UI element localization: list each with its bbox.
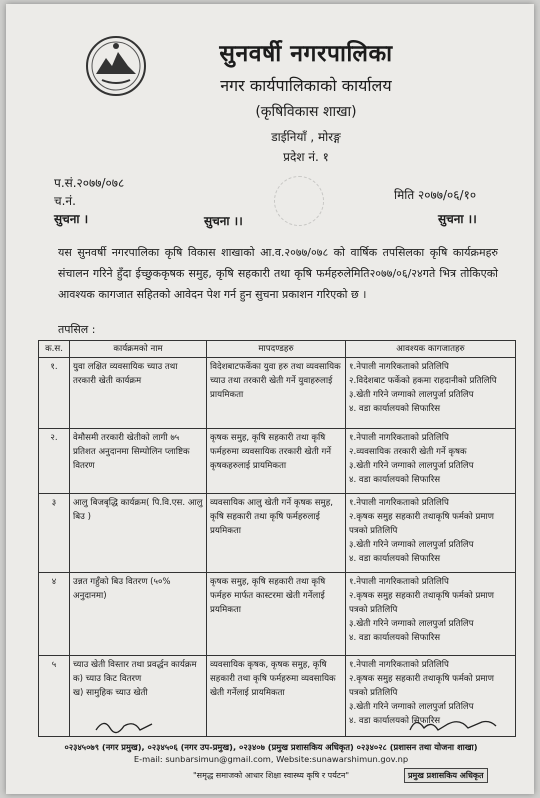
document-date: मिति २०७७/०६/१० bbox=[394, 188, 477, 202]
row-sn: ३ bbox=[39, 494, 70, 573]
document-item: ४. वडा कार्यालयको सिफारिस bbox=[349, 633, 441, 643]
document-item: ४. वडा कार्यालयको सिफारिस bbox=[349, 554, 441, 564]
program-table bbox=[38, 340, 516, 737]
program-subitem: क) च्याउ किट वितरण bbox=[73, 674, 142, 684]
branch-name: (कृषिविकास शाखा) bbox=[255, 104, 357, 120]
document-item: ३.खेती गरिने जग्गाको लालपुर्जा प्रतिलिप bbox=[349, 540, 474, 550]
row-documents bbox=[346, 429, 516, 494]
signature-left bbox=[94, 716, 154, 736]
table-row bbox=[39, 573, 516, 656]
document-item: ३.खेती गरिने जग्गाको लालपुर्जा प्रतिलिप bbox=[349, 461, 474, 471]
table-row bbox=[39, 494, 516, 573]
row-criteria: कृषक समुह, कृषि सहकारी तथा कृषि फर्महरुमा व्यवसायिक तरकारी खेती गर्ने कृषकहरुलाई प्रायमिकता bbox=[207, 429, 346, 494]
document-item: २.कृषक समुह सहकारी तथाकृषि फर्मको प्रमाण पत्रको प्रतिलिपि bbox=[349, 512, 494, 536]
header-criteria: मापदण्डहरु bbox=[207, 341, 346, 358]
document-item: ३.खेती गरिने जग्गाको लालपुर्जा प्रतिलिप bbox=[349, 702, 474, 712]
row-sn: ४ bbox=[39, 573, 70, 656]
office-seal bbox=[274, 176, 324, 226]
office-name: नगर कार्यपालिकाको कार्यालय bbox=[220, 76, 392, 95]
document-item: १.नेपाली नागरिकताको प्रतिलिपि bbox=[349, 577, 449, 587]
row-sn: २. bbox=[39, 429, 70, 494]
footer-phones: ०२३४५०७९ (नगर प्रमुख), ०२३४५०६ (नगर उप-प्रमुख), ०२३४०७ (प्रमुख प्रशासकिय अधिकृत) ०२३४०२८ (प्रशासन तथा योजना शाखा) bbox=[64, 742, 478, 752]
document-item: ४. वडा कार्यालयको सिफारिस bbox=[349, 404, 441, 414]
notice-label-center: सुचना ।। bbox=[204, 214, 243, 228]
signature-right bbox=[408, 714, 498, 736]
table-header-row bbox=[39, 341, 516, 358]
header-documents: आवश्यक कागजातहरु bbox=[346, 341, 516, 358]
document-item: ४. वडा कार्यालयको सिफारिस bbox=[349, 475, 441, 485]
row-criteria: व्यवसायिक आलु खेती गर्ने कृषक समुह, कृषि सहकारी तथा कृषि फर्महरुलाई प्रयमिकता bbox=[207, 494, 346, 573]
row-documents bbox=[346, 358, 516, 429]
footer-motto: "समृद्ध समाजको आधार शिक्षा स्वास्थ्य कृषि र पर्यटन" bbox=[193, 771, 349, 780]
program-title: च्याउ खेती विस्तार तथा प्रवर्द्धन कार्यक्रम bbox=[73, 660, 197, 670]
row-criteria: कृषक समुह, कृषि सहकारी तथा कृषि फर्महरु मार्फत कास्टरमा खेती गर्नेलाई प्रयमिकता bbox=[207, 573, 346, 656]
municipality-name: सुनवर्षी नगरपालिका bbox=[219, 41, 393, 67]
document-item: २.व्यवसायिक तरकारी खेती गर्ने कृषक bbox=[349, 447, 467, 457]
row-documents bbox=[346, 494, 516, 573]
row-program: उन्नत गहुँको बिउ वितरण (५०% अनुदानमा) bbox=[70, 573, 207, 656]
document-item: ४. वडा कार्यालयको सिफारिस bbox=[349, 716, 441, 726]
document-item: १.नेपाली नागरिकताको प्रतिलिपि bbox=[349, 660, 449, 670]
document-item: १.नेपाली नागरिकताको प्रतिलिपि bbox=[349, 433, 449, 443]
header-program: कार्यक्रमको नाम bbox=[70, 341, 207, 358]
row-documents bbox=[346, 573, 516, 656]
officer-stamp: प्रमुख प्रशासकिय अधिकृत bbox=[404, 768, 488, 783]
notice-label-left: सुचना । bbox=[54, 212, 89, 226]
header-sn: क.स. bbox=[39, 341, 70, 358]
row-program: आलु बिजबृद्धि कार्यक्रम( पि.वि.एस. आलु बिउ ) bbox=[70, 494, 207, 573]
office-address: डाईनियाँ , मोरङ्ग bbox=[271, 130, 341, 144]
table-row bbox=[39, 358, 516, 429]
table-row bbox=[39, 429, 516, 494]
province-number: प्रदेश नं. १ bbox=[283, 150, 329, 164]
row-sn: १. bbox=[39, 358, 70, 429]
notice-body: यस सुनवर्षी नगरपालिका कृषि विकास शाखाको आ.व.२०७७/०७८ को वार्षिक तपसिलका कृषि कार्यक्रमहरु संचालन गरिने हुँदा ईच्छुककृषक समुह, कृषि सहकारी तथा कृषि फर्महरुलेमिति२०७७/०६/२४गते भित्र तोकिएको आवश्यक कागजात सहितको आवेदन पेश गर्न हुन सुचना प्रकाशन गरिएको छ । bbox=[58, 246, 498, 301]
row-program: युवा लक्षित व्यवसायिक च्याउ तथा तरकारी खेती कार्यक्रम bbox=[70, 358, 207, 429]
row-criteria: व्यवसायिक कृषक, कृषक समुह, कृषि सहकारी तथा कृषि फर्महरुमा व्यवसायिक खेती गर्नेलाई प्रायमिकता bbox=[207, 656, 346, 737]
document-item: २.कृषक समुह सहकारी तथाकृषि फर्मको प्रमाण पत्रको प्रतिलिपि bbox=[349, 591, 494, 615]
document-item: ३.खेती गरिने जग्गाको लालपुर्जा प्रतिलिप bbox=[349, 619, 474, 629]
row-criteria: विदेशबाटफर्केका युवा हरु तथा व्यवसायिक च्याउ तथा तरकारी खेती गर्ने युवाहरुलाई प्रायमिकता bbox=[207, 358, 346, 429]
document-item: १.नेपाली नागरिकताको प्रतिलिपि bbox=[349, 362, 449, 372]
document-item: २.विदेशबाट फर्केको हकमा राहदानीको प्रतिलिपि bbox=[349, 376, 497, 386]
document-item: ३.खेती गरिने जग्गाको लालपुर्जा प्रतिलिप bbox=[349, 390, 474, 400]
program-subitem: ख) सामुहिक च्याउ खेती bbox=[73, 688, 148, 698]
document-item: १.नेपाली नागरिकताको प्रतिलिपि bbox=[349, 498, 449, 508]
footer-contact: E-mail: sunbarsimun@gmail.com, Website:sunawarshimun.gov.np bbox=[133, 754, 409, 764]
document-item: २.कृषक समुह सहकारी तथाकृषि फर्मको प्रमाण पत्रको प्रतिलिपि bbox=[349, 674, 494, 698]
dispatch-number: च.नं. bbox=[54, 194, 76, 208]
details-heading: तपसिल : bbox=[58, 323, 96, 336]
notice-label-right: सुचना ।। bbox=[438, 212, 477, 226]
document-page bbox=[6, 4, 534, 794]
letter-number: प.सं.२०७७/०७८ bbox=[54, 176, 125, 190]
nepal-emblem-icon bbox=[84, 34, 148, 98]
row-program: वेमौसमी तरकारी खेतीको लागी ७५ प्रतिशत अनुदानमा सिम्पोलिन प्लाष्टिक वितरण bbox=[70, 429, 207, 494]
row-sn: ५ bbox=[39, 656, 70, 737]
